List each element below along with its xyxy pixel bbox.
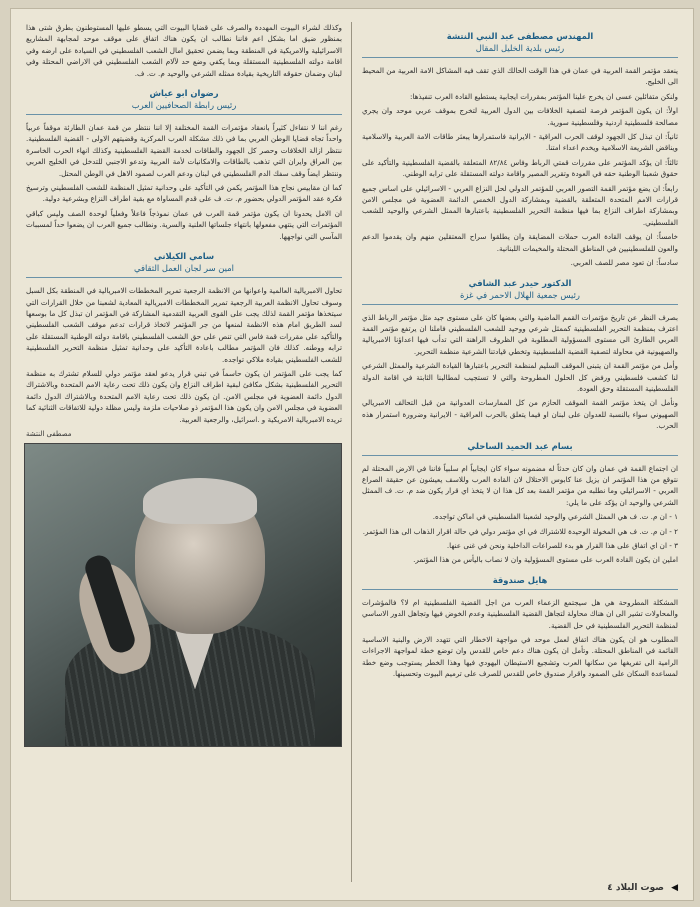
paragraph: وأمل من مؤتمر القمة ان يتبنى الموقف السليم لمنظمة التحرير باعتبارها القيادة الشرعية والممثل الشرعي لنا كشعب فلسطيني ورفض كل الحلول المطروحة والتي لا تستجيب لمطالبنا الثابتة في اقامة الدولة الفلسطينية المستقلة وحق العودة. — [362, 361, 678, 393]
paragraph: ان الامل يحدونا ان يكون مؤتمر قمة العرب في عمان نموذجاً فاعلاً وفعلياً لوحدة الصف وليس كباقي المؤتمرات التي ينتهي مفعولها بانتهاء جلساتها العلنية والسرية. ونطالب جميع العرب ان يضعوا حداً لمسببات المآسي التي نواجهها. — [26, 208, 342, 241]
photo-hair-shape — [143, 478, 257, 524]
paragraph: ١ - ان م. ت. ف هي الممثل الشرعي والوحيد لشعبنا الفلسطيني في اماكن تواجده. — [432, 512, 678, 522]
paragraph: ونأمل ان يتخذ مؤتمر القمة الموقف الحازم من كل الممارسات العدوانية من قبل التحالف الامبريالي الصهيوني سواء بالنسبة للعدوان على لبنان او فيما يتعلق بالحرب العراقية - الايرانية وضرورة استمرار هذه الحرب. — [362, 398, 678, 431]
column-divider — [351, 22, 352, 882]
paragraph: اولاً: ان يكون المؤتمر فرصة لتصفية الخلافات بين الدول العربية لتخرج بموقف عربي موحد وان يجري مصالحة فلسطينية اردنية وفلسطينية سورية. — [362, 106, 678, 127]
paragraph: ٢ - ان م. ت. ف هي المخولة الوحيدة للاشتراك في اي مؤتمر دولي في حالة اقرار الذهاب الى هذا المؤتمر. — [362, 526, 678, 536]
magazine-page — [10, 8, 694, 901]
byline-article1 — [362, 30, 678, 58]
right-column — [362, 22, 678, 683]
paragraph: ينعقد مؤتمر القمة العربية في عمان في هذا الوقت الحالك الذي تقف فيه المشاكل الامة العربية من المحيط الى الخليج. — [362, 66, 678, 87]
paragraph: ثالثاً: ان يؤكد المؤتمر على مقررات قمتي الرباط وفاس ٨٢/٨٤ المتعلقة بالقضية الفلسطينية والتأكيد على حقوق شعبنا الوطنية حقه في العودة وتقرير المصير واقامة دولته المستقلة على ترابه الوطني. — [362, 157, 679, 179]
author-name: سامي الكيلاني — [153, 251, 215, 262]
left-column — [26, 22, 342, 747]
byline-article3 — [362, 440, 678, 456]
paragraph: ان اجتماع القمة في عمان وان كان حدثاً له مضمونه سواء كان ايجابياً ام سلبياً فاننا في الارض المحتلة لم نتوقع من هذا المؤتمر ان يزيل عنا كابوس الاحتلال لان القادة العرب وللاسف يعيشون عن حقيقة الصراع العربي - الاسرائيلي وما نطلبه من مؤتمر القمة بعد كل هذا ان لا يتخذ اي قرار يكون ضد م. ت. ف الممثل الشرعي والوحيد ان يؤكد على ما يلي: — [362, 463, 678, 507]
paragraph: تحاول الامبريالية العالمية واعوانها من الانظمة الرجعية تمرير المخططات الامبريالية في المنطقة بكل السبل وسوف تحاول الانظمة العربية الرجعية تمرير المخططات الامبريالية المعادية لشعبنا من خلال القرارات التي سيتخذها مؤتمر القمة لذلك يجب على القوى العربية التقدمية المشاركة في المؤتمر ان تبذل كل ما بوسعها لسد الطريق امام هذه الانظمة لمنعها من جر المؤتمر لاتخاذ قرارات تدعم موقف الشعب الفلسطيني والتأكيد على مقررات قمة فاس التي تنص على حق الشعب الفلسطيني باقامة دولته الوطنية المستقلة على ترابه ووطنه. كذلك فان المؤتمر مطالب باعادة التأكيد على وحدانية تمثيل منظمة التحرير الفلسطينية للشعب الفلسطيني بقيادة ملاكي تواجده. — [26, 286, 342, 364]
paragraph: بصرف النظر عن تاريخ مؤتمرات القمم الماضية والتي بعضها كان على مستوى جيد مثل مؤتمر الرباط الذي اعترف بمنظمة التحرير الفلسطينية كممثل شرعي ووحيد للشعب الفلسطيني فاملنا ان يرتفع مؤتمر القمة العربي الطارئ الى مستوى المسؤولية المطلوبة في الظروف الراهنة التي تدأب فيها اعداؤنا الامبريالية والصهيونية في محاولة لتصفية القضية الفلسطينية وتخطي قيادتنا الشرعية منظمة التحرير. — [362, 312, 678, 356]
byline-article2 — [362, 277, 678, 305]
arrow-left-icon: ◀ — [671, 883, 678, 893]
author-title: رئيس رابطة الصحافيين العرب — [131, 100, 237, 111]
paragraph: رغم اننا لا نتفاءل كثيراً بانعقاد مؤتمرات القمة المختلفة إلا اننا ننتظر من قمة عمان الطارئة موقفاً عربياً واحداً تجاه قضايا الوطن العربي بما في ذلك مشكلة العرب المركزية وقضيتهم الاولى - القضية الفلسطينية. ننتظر ازالة الخلافات وحصر كل الجهود والطاقات لخدمة القضية الفلسطينية وكذلك انهاء الحرب الخاسرة بين العراق وايران التي تذهب بالطاقات والامكانيات لأمة العربية وتدعو الاجنبي للتدخل في الخليج العربي وننتظر ايضاً وقف سفك الدم الفلسطيني في لبنان ودعم العرب لصمود الاهل في الوطن المحتل. — [26, 123, 342, 178]
paragraph: سادساً: ان تعود مصر للصف العربي. — [570, 258, 678, 268]
paragraph: وكذلك لشراء البيوت المهددة والصرف على قضايا البيوت التي يسطو عليها المستوطنون بطرق شتى هذا بمنظور ضيق اما بشكل اعم فاننا نطالب ان يكون هناك اتفاق على موقف موحد لمجابهة المشاريع الاسرائيلية والامريكية في المنطقة وبما يضمن تحقيق امال الشعب الفلسطيني في السيادة على ارضه وفي اقامة دولته الفلسطينية المستقلة وبما يكفي وضع حد لآلام الشعب الفلسطيني في الاراضي المحتلة وفي لبنان وضمان حقوقه التاريخية بقيادة ممثله الشرعي والوحيد م. ت. ف. — [26, 23, 342, 78]
byline-article6 — [26, 250, 342, 278]
portrait-photo — [24, 443, 342, 747]
author-title: رئيس جمعية الهلال الاحمر في غزة — [460, 289, 580, 300]
page-footer — [607, 883, 678, 893]
paragraph: خامساً: ان يوقف القادة العرب حملات المضايقة وان يطلقوا سراح المعتقلين منهم وان يقدموا الدعم والعون للفلسطينيين في المناطق المحتلة والمخيمات اللبنانية. — [362, 232, 678, 253]
page-number: ٤ — [607, 883, 613, 893]
author-name: الدكتور حيدر عبد الشافي — [468, 277, 572, 288]
paragraph: المشكلة المطروحة هي هل سيجتمع الزعماء العرب من اجل القضية الفلسطينية ام لا؟ فالمؤشرات والمحاولات تشير الى ان هناك محاولة لتجاهل القضية الفلسطينية وعدم الخوض فيها وتجاهل الدور الاساسي لمنظمة التحرير الفلسطينية في حل القضية. — [362, 597, 678, 630]
photo-caption: مصطفى النتشة — [26, 429, 72, 438]
paragraph: المطلوب هو ان يكون هناك اتفاق لعمل موحد في مواجهة الاخطار التي تتهدد الارض والبنية الاساسية القائمة في المناطق المحتلة. وتأمل ان يكون هناك دعم خاص للقدس وان توضع خطة لمواجهة الاجراءات الرامية الى تفريغها من سكانها العرب وتشجيع الاستيطان اليهودي فيها وهذا الخطر يستوجب وضع خطة لمساعدة السكان على الصمود واقرار صندوق خاص للقدس للصرف على ترميم البيوت وتحسينها. — [362, 635, 678, 679]
paragraph: ٣ - ان اي اتفاق على هذا القرار هو بدء للصراعات الداخلية ونحن في غنى عنها. — [446, 541, 678, 550]
author-title: امين سر لجان العمل الثقافي — [134, 263, 234, 274]
byline-article4 — [362, 574, 678, 590]
paragraph: املين ان يكون القادة العرب على مستوى المسؤولية وان لا نصاب باليأس من هذا المؤتمر. — [413, 555, 678, 565]
paragraph: ثانياً: ان تبذل كل الجهود لوقف الحرب العراقية - الايرانية فاستمرارها يبعثر طاقات الامة العربية والاسلامية ويناقض الشريعة الاسلامية ويخدم اعداء امتنا. — [362, 132, 678, 153]
paragraph: كما يجب على المؤتمر ان يكون حاسماً في تبني قرار يدعو لعقد مؤتمر دولي للسلام تشترك به منظمة التحرير الفلسطينية بشكل مكافئ لبقية اطراف النزاع وان يكون ذلك تحت رعاية الامم المتحدة وبالاشتراك الدول دائمة العضوية في مجلس الامن. ان يكون ذلك تحت رعاية الامم المتحدة وبالاشتراك الدول دائمة العضوية في مجلس الامن وان يكون هذا المؤتمر ذو صلاحيات ملزمة وليس مظلة دولية للاتفاقات الثنائية كما تريده الامبريالية الامريكية و .اسرائيل، والرجعية العربية. — [26, 368, 342, 424]
byline-article5 — [26, 87, 342, 115]
paragraph: رابعاً: ان يضع مؤتمر القمة التصور العربي للمؤتمر الدولي لحل النزاع العربي - الاسرائيلي على اساس جميع قرارات الامم المتحدة المتعلقة بالقضية وبمشاركة الدول الخمس الدائمة العضوية في مجلس الامن وبمشاركة اطراف النزاع بما فيها منظمة التحرير الفلسطينية باعتبارها الممثل الشرعي والوحيد للشعب الفلسطيني. — [362, 183, 678, 227]
author-name: المهندس مصطفى عبد النبي النتشة — [446, 31, 594, 41]
paragraph: ولنكن متفائلين عسى ان يخرج علينا المؤتمر بمقررات ايجابية يستطيع القادة العرب تنفيذها: — [410, 91, 678, 101]
magazine-name: صوت البلاد — [615, 883, 664, 893]
author-name: هايل صندوقة — [492, 574, 548, 585]
author-title: رئيس بلدية الخليل المقال — [475, 43, 565, 53]
author-name: رضوان ابو عياش — [149, 88, 219, 99]
author-name: بسام عبد الحميد الساحلي — [467, 440, 573, 451]
paragraph: كما ان مقاييس نجاح هذا المؤتمر يكمن في التأكيد على وحدانية تمثيل المنظمة للشعب الفلسطيني وترسيخ فكرة عقد المؤتمر الدولي بحضور م. ت. ف على قدم المساواة مع بقية اطراف النزاع وبشرعية دولية. — [26, 183, 342, 204]
